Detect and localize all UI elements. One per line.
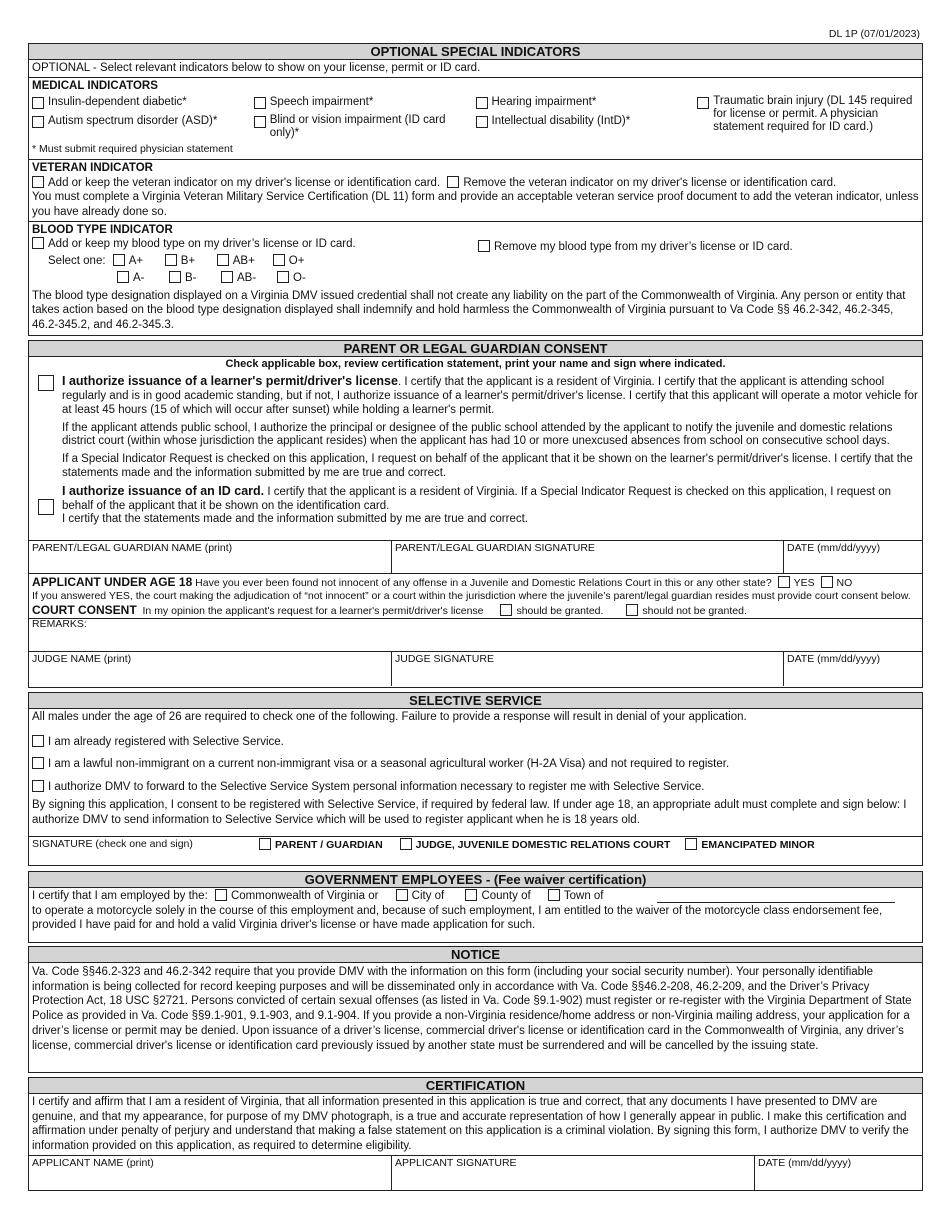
veteran-remove-label: Remove the veteran indicator on my driver's license or identification card. (463, 176, 837, 189)
blood-select-label: Select one: (48, 255, 106, 268)
medical-label: MEDICAL INDICATORS (32, 79, 158, 92)
blood-o-neg-checkbox[interactable] (277, 271, 289, 283)
judge-signature-label: JUDGE SIGNATURE (395, 653, 494, 665)
blood-b-pos-checkbox[interactable] (165, 254, 177, 266)
parent-guardian-checkbox[interactable] (259, 838, 271, 850)
parent-guardian-label: PARENT / GUARDIAN (275, 839, 383, 851)
hearing-checkbox[interactable] (476, 97, 488, 109)
gov-city-checkbox[interactable] (396, 889, 408, 901)
blood-b-pos: B+ (180, 255, 196, 268)
selective-authorize-label: I authorize DMV to forward to the Selective Service System personal information necessary to register me with Selective Service. (48, 781, 705, 794)
optional-special-indicators-section (28, 43, 923, 336)
auth-license-heading: I authorize issuance of a learner's permit/driver's license (62, 374, 398, 389)
blood-add-checkbox[interactable] (32, 237, 44, 249)
judge-jdr-checkbox[interactable] (400, 838, 412, 850)
cert-title: CERTIFICATION (29, 1078, 922, 1094)
selective-registered-checkbox[interactable] (32, 735, 44, 747)
blood-o-pos: O+ (288, 255, 305, 268)
veteran-label: VETERAN INDICATOR (32, 161, 153, 174)
auth-id-text: I certify that the applicant is a resident of Virginia. If a Special Indicator Request is checked on this application, I request on behalf of the applicant that it be shown on the identification card. (62, 485, 892, 512)
form-code: DL 1P (07/01/2023) (828, 28, 920, 40)
blood-b-neg: B- (185, 271, 197, 284)
guardian-signature-label: PARENT/LEGAL GUARDIAN SIGNATURE (395, 542, 595, 554)
blood-add-label: Add or keep my blood type on my driver’s license or ID card. (48, 238, 356, 251)
guardian-name-label: PARENT/LEGAL GUARDIAN NAME (print) (32, 542, 233, 554)
under18-yes: YES (793, 577, 815, 589)
notice-title: NOTICE (29, 947, 922, 963)
blood-ab-pos-checkbox[interactable] (217, 254, 229, 266)
osi-title: OPTIONAL SPECIAL INDICATORS (29, 44, 922, 60)
under18-yes-checkbox[interactable] (778, 576, 790, 588)
guardian-date-label: DATE (mm/dd/yyyy) (787, 542, 881, 554)
veteran-add-label: Add or keep the veteran indicator on my driver's license or identification card. (48, 176, 441, 189)
certification-section (28, 1077, 923, 1191)
blood-note: The blood type designation displayed on a Virginia DMV issued credential shall not create any liability on the part of the Commonwealth of Virginia. Any person or entity that takes action based on the blood type designation displayed shall indemnify and hold harmless the Commonwealth of Virginia pursuant to Va Code §§ 46.2-342, 46.2-345, 46.2-345.2, and 46.2-345.3. (32, 289, 906, 332)
insulin-checkbox[interactable] (32, 97, 44, 109)
veteran-remove-checkbox[interactable] (447, 176, 459, 188)
blood-b-neg-checkbox[interactable] (169, 271, 181, 283)
blood-ab-neg: AB- (237, 271, 257, 284)
auth-id-checkbox[interactable] (38, 499, 54, 515)
hearing-label: Hearing impairment* (491, 96, 597, 109)
auth-license-special: If a Special Indicator Request is checked on this application, I request on behalf of the applicant that it be shown on the learner's permit/driver's license. I certify that the statements made and the information submitted by me are true and correct. (62, 453, 913, 479)
remarks-field[interactable] (29, 619, 922, 652)
gov-commonwealth-checkbox[interactable] (215, 889, 227, 901)
gov-locality-line[interactable] (657, 902, 895, 903)
gov-town-label: Town of (563, 890, 604, 902)
vision-label: Blind or vision impairment (ID card only)* (269, 114, 446, 139)
judge-name-label: JUDGE NAME (print) (32, 653, 132, 665)
intellectual-checkbox[interactable] (476, 116, 488, 128)
under18-heading: APPLICANT UNDER AGE 18 (32, 575, 193, 589)
vision-checkbox[interactable] (254, 116, 266, 128)
auth-license-school: If the applicant attends public school, I authorize the principal or designee of the public school attended by the applicant to notify the juvenile and domestic relations district court (within whose jurisdiction the applicant resides) when the applicant has had 10 or more unexcused absences from school on consecutive school days. (62, 421, 893, 448)
granted-label: should be granted. (516, 605, 604, 618)
veteran-indicator (29, 160, 922, 222)
gov-county-checkbox[interactable] (465, 889, 477, 901)
blood-type-indicator (29, 222, 922, 334)
under18-question: Have you ever been found not innocent of any offense in a Juvenile and Domestic Relations Court in this or any other state? (195, 577, 772, 589)
government-employees-section (28, 871, 923, 943)
blood-a-neg-checkbox[interactable] (117, 271, 129, 283)
guardian-sign-row (29, 541, 922, 574)
selective-intro: All males under the age of 26 are required to check one of the following. Failure to provide a response will result in denial of your application. (32, 711, 747, 723)
blood-a-pos-checkbox[interactable] (113, 254, 125, 266)
gov-county-label: County of (481, 890, 531, 902)
selective-nonimmigrant-label: I am a lawful non-immigrant on a current non-immigrant visa or a seasonal agricultural worker (H-2A Visa) and not required to register. (48, 758, 730, 771)
court-consent-text: In my opinion the applicant's request for a learner's permit/driver's license (142, 605, 484, 618)
guardian-name-field[interactable] (29, 541, 392, 573)
applicant-name-label: APPLICANT NAME (print) (32, 1157, 154, 1169)
emancipated-label: EMANCIPATED MINOR (701, 839, 815, 851)
gov-city-label: City of (411, 890, 445, 902)
consent-instruction: Check applicable box, review certification statement, print your name and sign where indicated. (225, 358, 726, 370)
applicant-signature-field[interactable] (392, 1156, 755, 1190)
blood-ab-neg-checkbox[interactable] (221, 271, 233, 283)
blood-a-pos: A+ (128, 255, 144, 268)
osi-intro: OPTIONAL - Select relevant indicators below to show on your license, permit or ID card. (29, 60, 922, 78)
applicant-date-field[interactable] (755, 1156, 922, 1190)
blood-remove-checkbox[interactable] (478, 240, 490, 252)
granted-checkbox[interactable] (500, 604, 512, 616)
judge-name-field[interactable] (29, 652, 392, 686)
court-consent-heading: COURT CONSENT (32, 603, 137, 618)
blood-label: BLOOD TYPE INDICATOR (32, 223, 173, 236)
tbi-checkbox[interactable] (697, 97, 709, 109)
judge-jdr-label: JUDGE, JUVENILE DOMESTIC RELATIONS COURT (415, 839, 671, 851)
guardian-signature-field[interactable] (392, 541, 784, 573)
blood-a-neg: A- (133, 271, 145, 284)
applicant-date-label: DATE (mm/dd/yyyy) (758, 1157, 852, 1169)
selective-signature-label: SIGNATURE (check one and sign) (32, 838, 193, 850)
consent-title: PARENT OR LEGAL GUARDIAN CONSENT (29, 341, 922, 357)
cert-text: I certify and affirm that I am a resident of Virginia, that all information presented in this application is true and correct, that any documents I have presented to DMV are genuine, and that my appearance, for purpose of my DMV photograph, is a true and accurate representation of how I generally appear in public. I make this certification and affirmation under penalty of perjury and understand that making a false statement on this application is a criminal violation. By signing this form, I authorize DMV to verify the information provided on this application, as required to determine eligibility. (29, 1094, 922, 1156)
auth-license-text: . I certify that the applicant is a resident of Virginia. I certify that the applicant is attending school regularly and is in good academic standing, but if not, I authorize issuance of a learner's permit/driver's license. I certify that this applicant will operate a motor vehicle for at least 45 hours (15 of which will occur after sunset) while holding a learner's permit. (62, 376, 918, 416)
auth-id-heading: I authorize issuance of an ID card. (62, 483, 265, 498)
blood-remove-label: Remove my blood type from my driver’s license or ID card. (494, 241, 793, 254)
selective-signature-field[interactable] (29, 837, 922, 865)
parent-consent-section (28, 340, 923, 688)
blood-o-neg: O- (293, 271, 306, 284)
auth-id-certify: I certify that the statements made and the information submitted by me are true and correct. (62, 513, 528, 526)
consent-body (29, 357, 922, 541)
not-granted-checkbox[interactable] (626, 604, 638, 616)
blood-o-pos-checkbox[interactable] (273, 254, 285, 266)
speech-checkbox[interactable] (254, 97, 266, 109)
remarks-label: REMARKS: (32, 618, 87, 630)
selective-note: By signing this application, I consent to be registered with Selective Service, if required by federal law. If under age 18, an appropriate adult must complete and sign below: I authorize DMV to send information to Selective Service which will be used to register applicant when he is 18 years old. (32, 798, 907, 826)
veteran-add-checkbox[interactable] (32, 176, 44, 188)
selective-registered-label: I am already registered with Selective Service. (48, 735, 284, 748)
notice-section (28, 946, 923, 1073)
under18-no: NO (836, 577, 853, 589)
under18-block (29, 574, 922, 619)
speech-label: Speech impairment* (269, 96, 374, 109)
insulin-label: Insulin-dependent diabetic* (48, 96, 187, 109)
medical-note: * Must submit required physician statement (32, 143, 233, 156)
selective-title: SELECTIVE SERVICE (29, 693, 922, 709)
applicant-signature-label: APPLICANT SIGNATURE (395, 1157, 517, 1169)
not-granted-label: should not be granted. (642, 605, 747, 618)
gov-commonwealth-label: Commonwealth of Virginia or (230, 890, 379, 902)
autism-label: Autism spectrum disorder (ASD)* (48, 115, 218, 128)
selective-nonimmigrant-checkbox[interactable] (32, 757, 44, 769)
guardian-date-field[interactable] (784, 541, 922, 573)
judge-sign-row (29, 652, 922, 686)
auth-license-checkbox[interactable] (38, 375, 54, 391)
blood-ab-pos: AB+ (232, 255, 255, 268)
judge-signature-field[interactable] (392, 652, 784, 686)
applicant-name-field[interactable] (29, 1156, 392, 1190)
gov-text: to operate a motorcycle solely in the course of this employment and, because of such employment, I am entitled to the waiver of the motorcycle class endorsement fee, provided I have paid for and hold a valid Virginia driver's license or have made application for such. (32, 904, 883, 932)
judge-date-field[interactable] (784, 652, 922, 686)
notice-text: Va. Code §§46.2-323 and 46.2-342 require that you provide DMV with the information on this form (including your social security number). Your personally identifiable information is being collected for record keeping purposes and will be disseminated only in accordance with Va. Code §§46.2-208, 46.2-209, and the Driver’s Privacy Protection Act, 18 USC §2721. Persons convicted of certain sexual offenses (as listed in Va. Code §9.1-902) must register or re-register with the Virginia Department of State Police as provided in Va. Code §§9.1-901, 9.1-903, and 9.1-904. If you provide a non-Virginia residence/home address or non-Virginia mailing address, your application for a driver’s license or permit may be denied. Upon issuance of a driver’s license, commercial driver's license or identification card in the Commonwealth of Virginia, any driver’s license, commercial driver's license or identification card previously issued by another state must be surrendered and will be cancelled by the issuing state. (32, 966, 912, 1052)
gov-title: GOVERNMENT EMPLOYEES - (Fee waiver certification) (29, 872, 922, 888)
emancipated-checkbox[interactable] (685, 838, 697, 850)
judge-date-label: DATE (mm/dd/yyyy) (787, 653, 881, 665)
selective-authorize-checkbox[interactable] (32, 780, 44, 792)
applicant-sign-row (29, 1156, 922, 1190)
gov-town-checkbox[interactable] (548, 889, 560, 901)
gov-lead: I certify that I am employed by the: (32, 890, 208, 902)
tbi-label: Traumatic brain injury (DL 145 required for license or permit. A physician statement required for ID card.) (713, 95, 913, 133)
selective-service-section (28, 692, 923, 866)
under18-note: If you answered YES, the court making the adjudication of “not innocent” or a court within the jurisdiction where the juvenile’s parent/legal guardian resides must provide court consent below. (32, 590, 911, 603)
veteran-note: You must complete a Virginia Veteran Military Service Certification (DL 11) form and provide an acceptable veteran service proof document to add the veteran indicator, unless you have already done so. (32, 191, 919, 219)
autism-checkbox[interactable] (32, 116, 44, 128)
medical-indicators (29, 78, 922, 160)
intellectual-label: Intellectual disability (IntD)* (491, 115, 631, 128)
under18-no-checkbox[interactable] (821, 576, 833, 588)
